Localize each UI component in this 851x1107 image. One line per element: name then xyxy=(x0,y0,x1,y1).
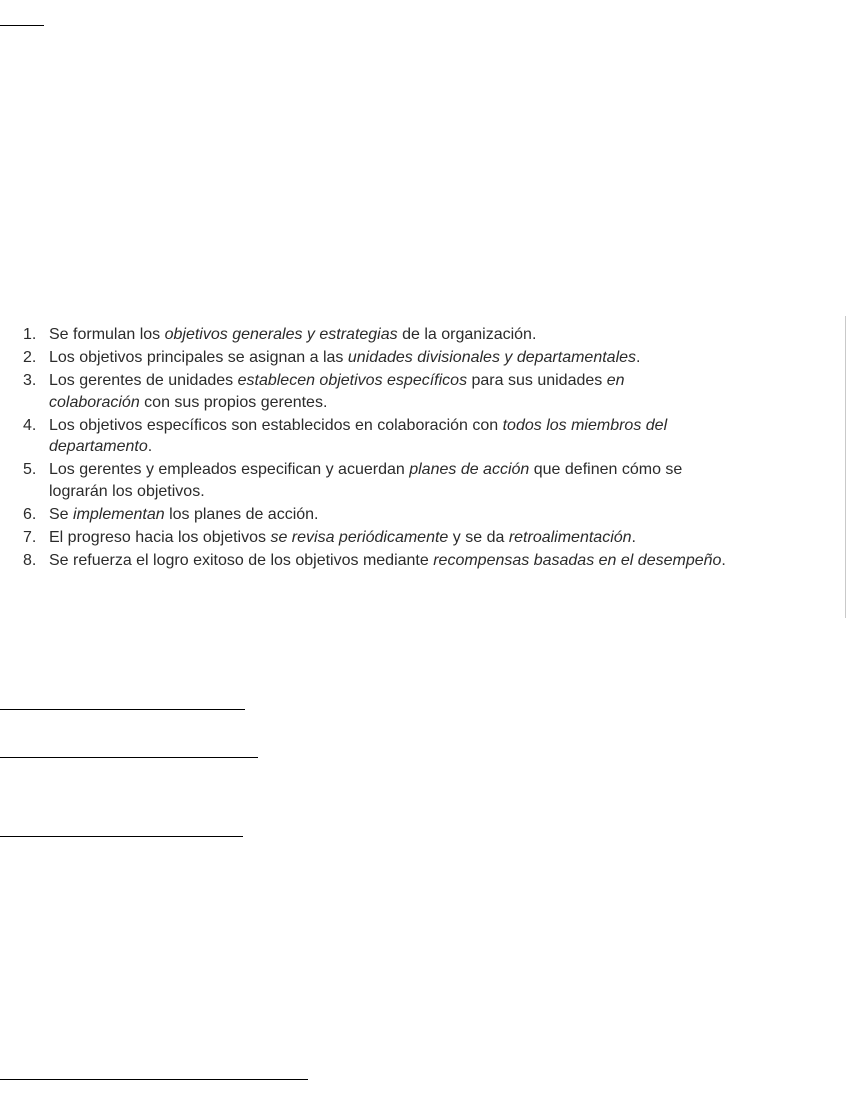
step-item-3 xyxy=(23,370,839,413)
step-number: 3. xyxy=(23,372,37,390)
blank-answer-line-2 xyxy=(0,757,258,758)
step-text: . xyxy=(721,552,726,570)
step-item-1 xyxy=(23,324,839,346)
step-text-line xyxy=(49,370,839,392)
step-text-emphasis: objetivos generales y estrategias xyxy=(164,326,398,343)
step-number: 4. xyxy=(23,416,37,434)
step-item-5 xyxy=(23,459,839,502)
mbo-steps-box xyxy=(14,316,846,618)
top-blank-line xyxy=(0,25,44,26)
step-text-emphasis: todos los miembros del xyxy=(502,416,668,434)
blank-answer-line-1 xyxy=(0,709,245,710)
step-text-line xyxy=(49,527,839,549)
step-text: Los gerentes y empleados especifican y acuerdan xyxy=(49,461,410,479)
step-text-emphasis: departamento xyxy=(49,438,148,456)
step-text-line xyxy=(49,436,839,458)
step-text-emphasis: establecen objetivos específicos xyxy=(237,372,468,390)
step-text: de la organización. xyxy=(397,326,537,343)
step-text-line xyxy=(49,415,839,437)
step-text: Los objetivos específicos son establecidos en colaboración con xyxy=(49,416,503,434)
step-number: 2. xyxy=(23,349,37,367)
step-number: 1. xyxy=(23,326,37,343)
step-text: los planes de acción. xyxy=(164,505,319,523)
step-text-emphasis: colaboración xyxy=(49,393,140,411)
step-text-emphasis: planes de acción xyxy=(409,461,530,479)
step-text-emphasis: en xyxy=(606,372,625,390)
step-text: y se da xyxy=(448,529,509,547)
blank-answer-line-3 xyxy=(0,836,243,837)
step-item-6 xyxy=(23,504,839,526)
step-text-emphasis: recompensas basadas en el desempeño xyxy=(433,552,722,570)
step-item-7 xyxy=(23,527,839,549)
step-text-line xyxy=(49,504,839,526)
step-text: para sus unidades xyxy=(467,372,607,390)
step-text-line xyxy=(49,550,839,572)
step-text-emphasis: unidades divisionales y departamentales xyxy=(347,349,637,367)
step-text-line xyxy=(49,324,839,346)
step-text: . xyxy=(631,529,636,547)
step-text: El progreso hacia los objetivos xyxy=(49,529,271,547)
step-item-2 xyxy=(23,347,839,369)
step-item-4 xyxy=(23,415,839,458)
step-text: Se formulan los xyxy=(49,326,165,343)
step-text: . xyxy=(147,438,153,456)
step-text: Se xyxy=(49,505,74,523)
step-text-emphasis: se revisa periódicamente xyxy=(270,529,449,547)
step-text-line xyxy=(49,347,839,369)
step-number: 7. xyxy=(23,529,37,547)
step-number: 6. xyxy=(23,505,37,523)
step-item-8 xyxy=(23,550,839,572)
mbo-steps-list xyxy=(23,324,839,573)
step-number: 8. xyxy=(23,552,37,570)
step-text: con sus propios gerentes. xyxy=(139,393,328,411)
step-text-line xyxy=(49,459,839,481)
step-text: que definen cómo se xyxy=(529,461,683,479)
step-text: . xyxy=(636,349,641,367)
step-text-line xyxy=(49,392,839,414)
step-text: Se refuerza el logro exitoso de los objetivos mediante xyxy=(49,552,434,570)
blank-answer-line-4 xyxy=(0,1079,308,1080)
step-text: lograrán los objetivos. xyxy=(49,482,205,500)
step-text-line xyxy=(49,481,839,503)
step-text: Los gerentes de unidades xyxy=(49,372,238,390)
step-text-emphasis: retroalimentación xyxy=(508,529,632,547)
step-text: Los objetivos principales se asignan a las xyxy=(49,349,348,367)
step-text-emphasis: implementan xyxy=(73,505,165,523)
step-number: 5. xyxy=(23,461,37,479)
